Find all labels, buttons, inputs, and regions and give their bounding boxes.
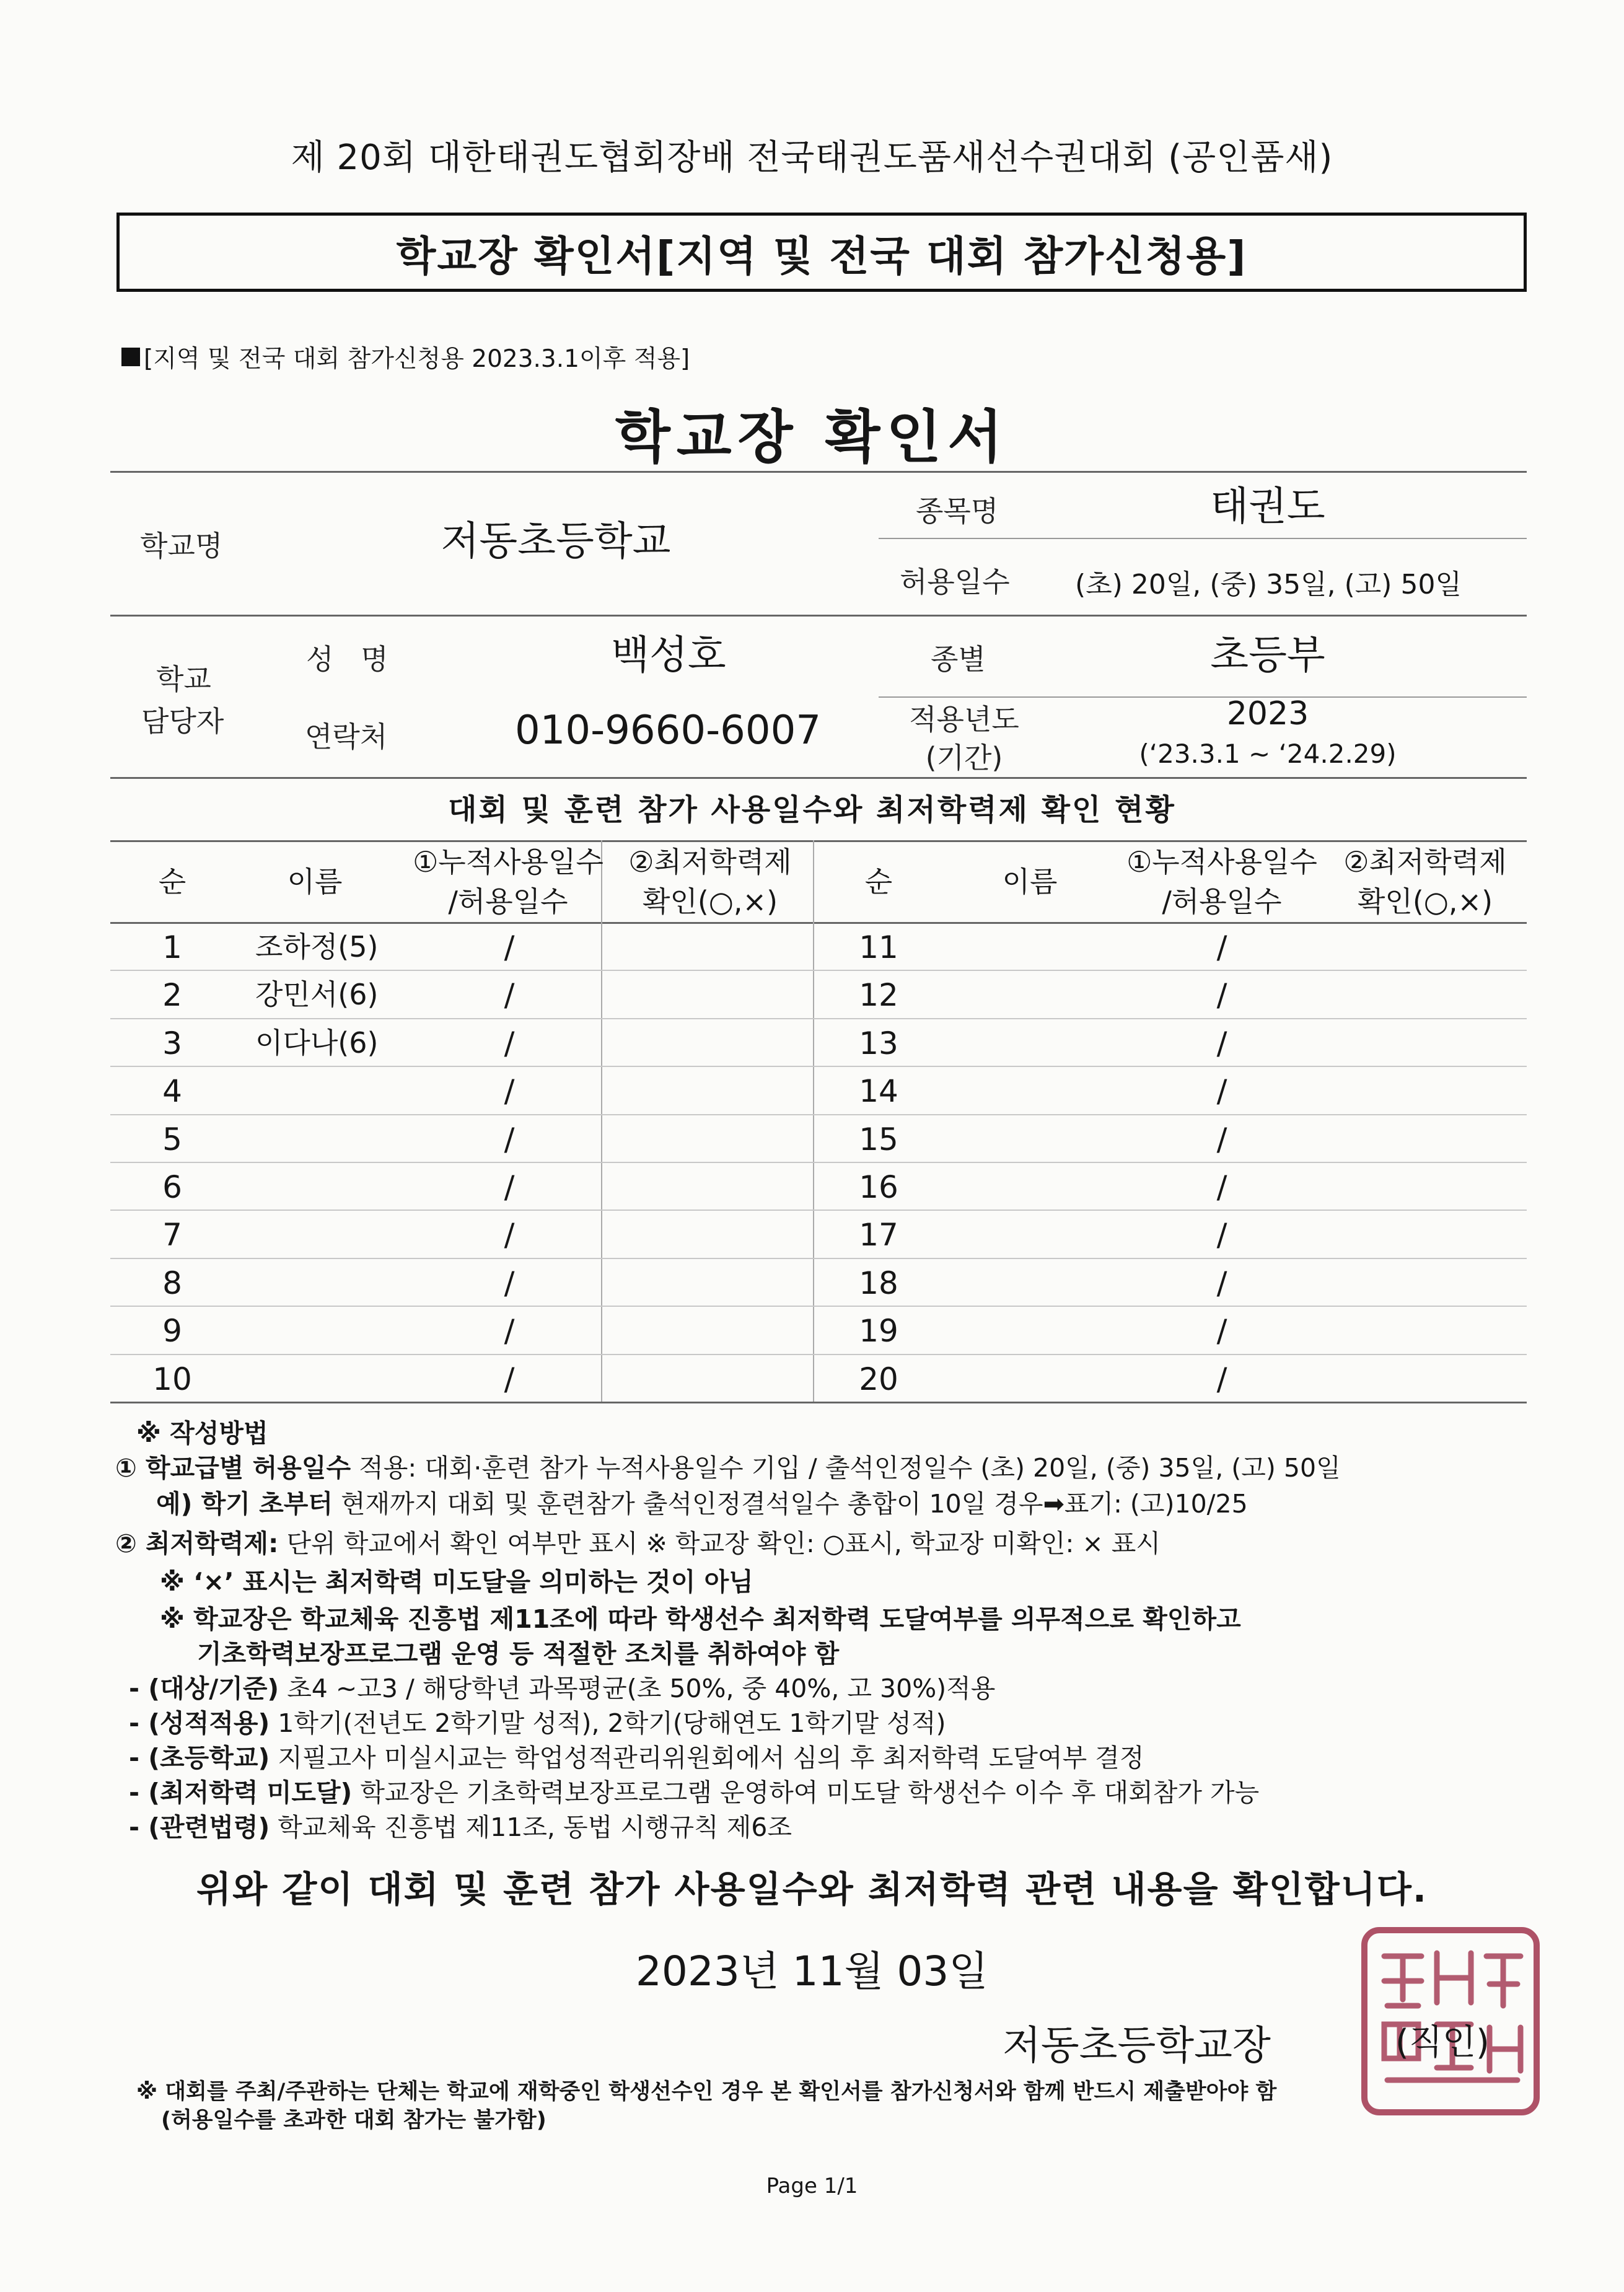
form-title-box [116,213,1527,292]
row-divider [110,1210,1527,1211]
header-min-left-2: 확인(○,×) [642,885,778,918]
row-divider [110,1354,1527,1355]
sport-label: 종목명 [916,494,999,528]
days-slash: / [1216,1073,1227,1110]
method-item-2 [115,1523,1161,1560]
row-number: 16 [859,1169,898,1205]
days-slash: / [1216,1169,1227,1205]
contact-value: 010-9660-6007 [514,708,822,753]
method-bullet [129,1703,946,1739]
days-slash: / [504,1361,515,1397]
row-number: 20 [859,1361,898,1397]
year-value: 2023 [1226,695,1309,732]
athlete-name: 강민서(6) [255,978,379,1012]
divider [110,777,1527,779]
row-number: 5 [162,1121,182,1157]
footnote-line-1: ※ 대회를 주최/주관하는 단체는 학교에 재학중인 학생선수인 경우 본 확인서를 참가신청서와 함께 반드시 제출받아야 함 [136,2079,1277,2104]
applicability-notice [121,340,690,374]
method-item-2-text: 단위 학교에서 확인 여부만 표시 ※ 학교장 확인: ○표시, 학교장 미확인: × 표시 [278,1529,1161,1558]
method-bullet-text: 1학기(전년도 2학기말 성적), 2학기(당해연도 1학기말 성적) [270,1708,946,1738]
days-slash: / [1216,1121,1227,1157]
footnote-line-2: (허용일수를 초과한 대회 참가는 불가함) [161,2108,546,2133]
row-divider [110,1066,1527,1067]
row-number: 1 [162,929,182,965]
athlete-name: 조하정(5) [255,930,379,964]
allowed-days-value: (초) 20일, (중) 35일, (고) 50일 [1075,569,1462,600]
column-divider [601,840,602,1402]
days-slash: / [1216,1217,1227,1254]
divider [110,471,1527,473]
row-number: 8 [162,1265,182,1301]
name-value: 백성호 [611,633,726,678]
row-divider [110,1162,1527,1163]
table-bottom-border [110,1402,1527,1403]
days-slash: / [504,929,515,965]
principal-name: 저동초등학교장 [1003,2023,1271,2069]
confirmation-statement: 위와 같이 대회 및 훈련 참가 사용일수와 최저학력 관련 내용을 확인합니다. [196,1868,1428,1910]
days-slash: / [504,1025,515,1061]
row-number: 13 [859,1025,898,1061]
method-note-2: ※ 학교장은 학교체육 진흥법 제11조에 따라 학생선수 최저학력 도달여부를 의무적으로 확인하고 [160,1604,1241,1634]
method-bullet-key: - (최저학력 미도달) [129,1778,353,1807]
school-name-value: 저동초등학교 [441,519,671,564]
days-slash: / [1216,929,1227,965]
allowed-days-label: 허용일수 [900,565,1010,599]
method-bullet-text: 학교체육 진흥법 제11조, 동법 시행규칙 제6조 [270,1812,792,1842]
row-divider [110,1306,1527,1307]
method-example-text: 현재까지 대회 및 훈련참가 출석인정결석일수 총합이 10일 경우➡표기: (고)10/25 [332,1489,1248,1519]
days-slash: / [504,1121,515,1157]
header-no-left: 순 [158,865,187,898]
form-title: 학교장 확인서[지역 및 전국 대회 참가신청용] [396,232,1247,280]
method-bullet-text: 초4 ~고3 / 해당학년 과목평균(초 50%, 중 40%, 고 30%)적용 [279,1674,996,1703]
method-bullet-text: 학교장은 기초학력보장프로그램 운영하여 미도달 학생선수 이수 후 대회참가 가능 [352,1778,1260,1807]
days-slash: / [1216,1313,1227,1350]
row-divider [110,1114,1527,1115]
notice-text: [지역 및 전국 대회 참가신청용 2023.3.1이후 적용] [144,345,690,373]
header-days-right-2: /허용일수 [1162,885,1282,918]
method-bullet-key: - (성적적용) [129,1708,270,1738]
header-name-right: 이름 [1002,865,1058,898]
contact-label: 연락처 [305,720,388,753]
method-example [156,1483,1248,1520]
table-top-border [110,840,1527,842]
main-title: 학교장 확인서 [615,404,1009,470]
method-bullet [129,1668,995,1705]
row-number: 6 [162,1169,182,1205]
days-slash: / [1216,977,1227,1014]
row-number: 18 [859,1265,898,1301]
header-min-left-1: ②최저학력제 [628,845,792,879]
header-days-right-1: ①누적사용일수 [1126,845,1317,879]
method-bullet-key: - (대상/기준) [129,1674,279,1703]
row-number: 17 [859,1217,898,1254]
seal-label: (직인) [1395,2022,1490,2063]
row-number: 19 [859,1313,898,1350]
method-item-1-text: 적용: 대회·훈련 참가 누적사용일수 기입 / 출석인정일수 (초) 20일, (중) 35일, (고) 50일 [351,1453,1341,1483]
header-min-right-1: ②최저학력제 [1343,845,1507,879]
header-days-left-1: ①누적사용일수 [413,845,604,879]
header-name-left: 이름 [287,865,343,898]
row-divider [110,970,1527,971]
name-label: 성 명 [306,643,388,676]
header-min-right-2: 확인(○,×) [1357,885,1493,918]
row-number: 9 [162,1313,182,1350]
school-name-label: 학교명 [140,529,223,563]
days-slash: / [1216,1361,1227,1397]
days-slash: / [504,1217,515,1254]
method-bullet [129,1807,792,1843]
days-slash: / [504,1169,515,1205]
method-bullet [129,1772,1259,1809]
period-value: (‘23.3.1 ~ ‘24.2.29) [1139,739,1397,769]
category-label: 종별 [931,643,986,676]
contact-person-label-2: 담당자 [141,705,224,738]
row-divider [110,1258,1527,1259]
method-example-bold: 예) 학기 초부터 [156,1489,333,1519]
column-divider [813,840,814,1402]
method-title: ※ 작성방법 [136,1418,268,1448]
divider [110,615,1527,617]
status-section-title: 대회 및 훈련 참가 사용일수와 최저학력제 확인 현황 [448,793,1176,827]
divider [879,538,1527,539]
days-slash: / [1216,1265,1227,1301]
days-slash: / [1216,1025,1227,1061]
header-days-left-2: /허용일수 [448,885,568,918]
row-number: 2 [162,977,182,1014]
days-slash: / [504,1313,515,1350]
method-item-1-bold: ① 학교급별 허용일수 [115,1453,351,1483]
period-label: (기간) [925,741,1003,775]
footnote [136,2078,1276,2135]
sport-value: 태권도 [1210,484,1325,530]
category-value: 초등부 [1210,633,1325,678]
row-number: 10 [152,1361,192,1397]
row-number: 14 [859,1073,898,1110]
method-bullet-key: - (초등학교) [129,1743,270,1773]
method-bullet-text: 지필고사 미실시교는 학업성적관리위원회에서 심의 후 최저학력 도달여부 결정 [270,1743,1144,1773]
method-item-1 [115,1447,1341,1484]
row-divider [110,1018,1527,1019]
row-number: 15 [859,1121,898,1157]
year-label: 적용년도 [909,703,1019,736]
days-slash: / [504,1265,515,1301]
method-note-1: ※ ‘×’ 표시는 최저학력 미도달을 의미하는 것이 아님 [160,1567,753,1597]
athlete-name: 이다나(6) [255,1025,379,1060]
days-slash: / [504,977,515,1014]
row-number: 12 [859,977,898,1014]
table-header-border [110,922,1527,924]
method-note-2b: 기초학력보장프로그램 운영 등 적절한 조치를 취하여야 함 [197,1639,840,1669]
row-number: 7 [162,1217,182,1254]
header-no-right: 순 [864,865,893,898]
row-number: 3 [162,1025,182,1061]
method-item-2-bold: ② 최저학력제: [115,1529,279,1558]
method-bullet-key: - (관련법령) [129,1812,270,1842]
contact-person-label-1: 학교 [156,662,211,696]
row-number: 4 [162,1073,182,1110]
row-number: 11 [859,929,898,965]
event-title: 제 20회 대한태권도협회장배 전국태권도품새선수권대회 (공인품새) [291,138,1333,178]
confirmation-date: 2023년 11월 03일 [635,1947,989,1995]
black-square-icon [121,348,140,366]
method-bullet [129,1737,1144,1774]
page-number: Page 1/1 [766,2174,858,2198]
days-slash: / [504,1073,515,1110]
